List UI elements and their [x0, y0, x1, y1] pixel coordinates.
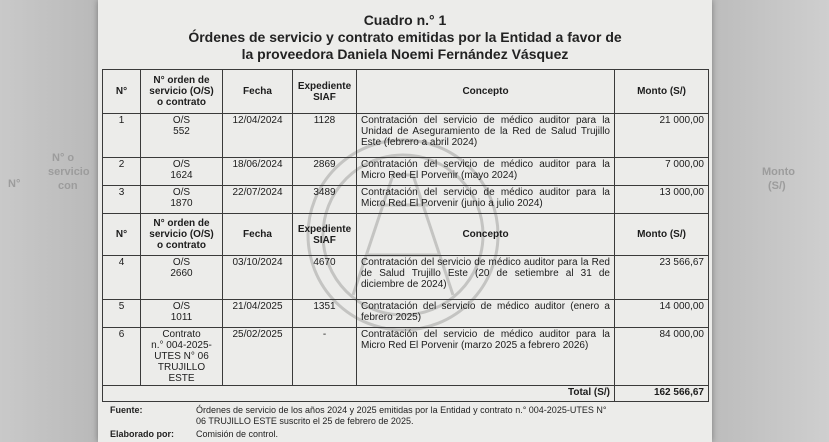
- table-row: [103, 328, 709, 386]
- row-order: O/S 2660: [141, 256, 223, 300]
- row-number: 1: [103, 114, 141, 158]
- footnote-source: [110, 405, 710, 429]
- header-amount: Monto (S/): [615, 214, 709, 256]
- row-siaf: 2869: [293, 158, 357, 186]
- row-concept: Contratación del servicio de médico auditor (enero a febrero 2025): [357, 300, 615, 328]
- row-amount: 23 566,67: [615, 256, 709, 300]
- row-concept: Contratación del servicio de médico auditor para la Micro Red El Porvenir (marzo 2025 a febrero 2026): [357, 328, 615, 386]
- row-concept: Contratación del servicio de médico auditor para la Micro Red El Porvenir (junio a julio 2024): [357, 186, 615, 214]
- row-date: 18/06/2024: [223, 158, 293, 186]
- row-number: 6: [103, 328, 141, 386]
- header-order: N° orden de servicio (O/S) o contrato: [141, 70, 223, 114]
- header-date: Fecha: [223, 214, 293, 256]
- header-siaf: Expediente SIAF: [293, 70, 357, 114]
- prepared-by-label: Elaborado por:: [110, 429, 175, 439]
- row-concept: Contratación del servicio de médico auditor para la Red de Salud Trujillo Este (20 de setiembre al 31 de diciembre de 2024): [357, 256, 615, 300]
- row-amount: 84 000,00: [615, 328, 709, 386]
- row-siaf: 4670: [293, 256, 357, 300]
- row-order: Contrato n.° 004-2025- UTES N° 06 TRUJILLO ESTE: [141, 328, 223, 386]
- table-row: [103, 300, 709, 328]
- background-fragment: N°: [8, 178, 21, 190]
- table-caption: Cuadro n.° 1: [363, 12, 447, 28]
- row-date: 21/04/2025: [223, 300, 293, 328]
- row-number: 2: [103, 158, 141, 186]
- row-siaf: 3489: [293, 186, 357, 214]
- row-order: O/S 1011: [141, 300, 223, 328]
- background-fragment: servicio: [48, 166, 90, 178]
- document-page: [98, 0, 712, 442]
- row-order: O/S 1870: [141, 186, 223, 214]
- row-amount: 13 000,00: [615, 186, 709, 214]
- source-label: Fuente:: [110, 405, 143, 415]
- background-right-strip: [712, 0, 829, 442]
- row-order: O/S 1624: [141, 158, 223, 186]
- row-number: 3: [103, 186, 141, 214]
- row-number: 4: [103, 256, 141, 300]
- row-siaf: 1351: [293, 300, 357, 328]
- document-title-line: Órdenes de servicio y contrato emitidas por la Entidad a favor de: [188, 29, 622, 45]
- background-fragment: Monto: [762, 166, 795, 178]
- document-title-line: la proveedora Daniela Noemi Fernández Vásquez: [241, 46, 569, 62]
- table-row: [103, 158, 709, 186]
- table-header-row: [103, 214, 709, 256]
- header-date: Fecha: [223, 70, 293, 114]
- header-concept: Concepto: [357, 70, 615, 114]
- row-date: 03/10/2024: [223, 256, 293, 300]
- row-amount: 21 000,00: [615, 114, 709, 158]
- total-row: [103, 386, 709, 402]
- row-concept: Contratación del servicio de médico auditor para la Micro Red El Porvenir (mayo 2024): [357, 158, 615, 186]
- total-label: Total (S/): [103, 386, 615, 402]
- header-number: N°: [103, 214, 141, 256]
- row-concept: Contratación del servicio de médico auditor para la Unidad de Aseguramiento de la Red de Salud Trujillo Este (febrero a abril 2024): [357, 114, 615, 158]
- row-amount: 14 000,00: [615, 300, 709, 328]
- background-fragment: N° o: [52, 152, 75, 164]
- header-amount: Monto (S/): [615, 70, 709, 114]
- service-orders-table: [102, 69, 709, 402]
- row-date: 12/04/2024: [223, 114, 293, 158]
- background-fragment: (S/): [768, 180, 786, 192]
- row-date: 22/07/2024: [223, 186, 293, 214]
- header-siaf: Expediente SIAF: [293, 214, 357, 256]
- row-amount: 7 000,00: [615, 158, 709, 186]
- footnote-prepared-by: [110, 429, 710, 441]
- row-date: 25/02/2025: [223, 328, 293, 386]
- table-row: [103, 186, 709, 214]
- prepared-by-text: Comisión de control.: [196, 429, 279, 439]
- header-order: N° orden de servicio (O/S) o contrato: [141, 214, 223, 256]
- row-order: O/S 552: [141, 114, 223, 158]
- background-fragment: con: [58, 180, 78, 192]
- total-amount: 162 566,67: [615, 386, 709, 402]
- header-concept: Concepto: [357, 214, 615, 256]
- source-text: Órdenes de servicio de los años 2024 y 2025 emitidas por la Entidad y contrato n.° 004-2025-UTES N° 06 TRUJILLO ESTE suscrito el 25 de febrero de 2025.: [196, 405, 607, 426]
- row-siaf: 1128: [293, 114, 357, 158]
- table-row: [103, 114, 709, 158]
- row-siaf: -: [293, 328, 357, 386]
- header-number: N°: [103, 70, 141, 114]
- background-left-strip: [0, 0, 98, 442]
- table-row: [103, 256, 709, 300]
- row-number: 5: [103, 300, 141, 328]
- table-header-row: [103, 70, 709, 114]
